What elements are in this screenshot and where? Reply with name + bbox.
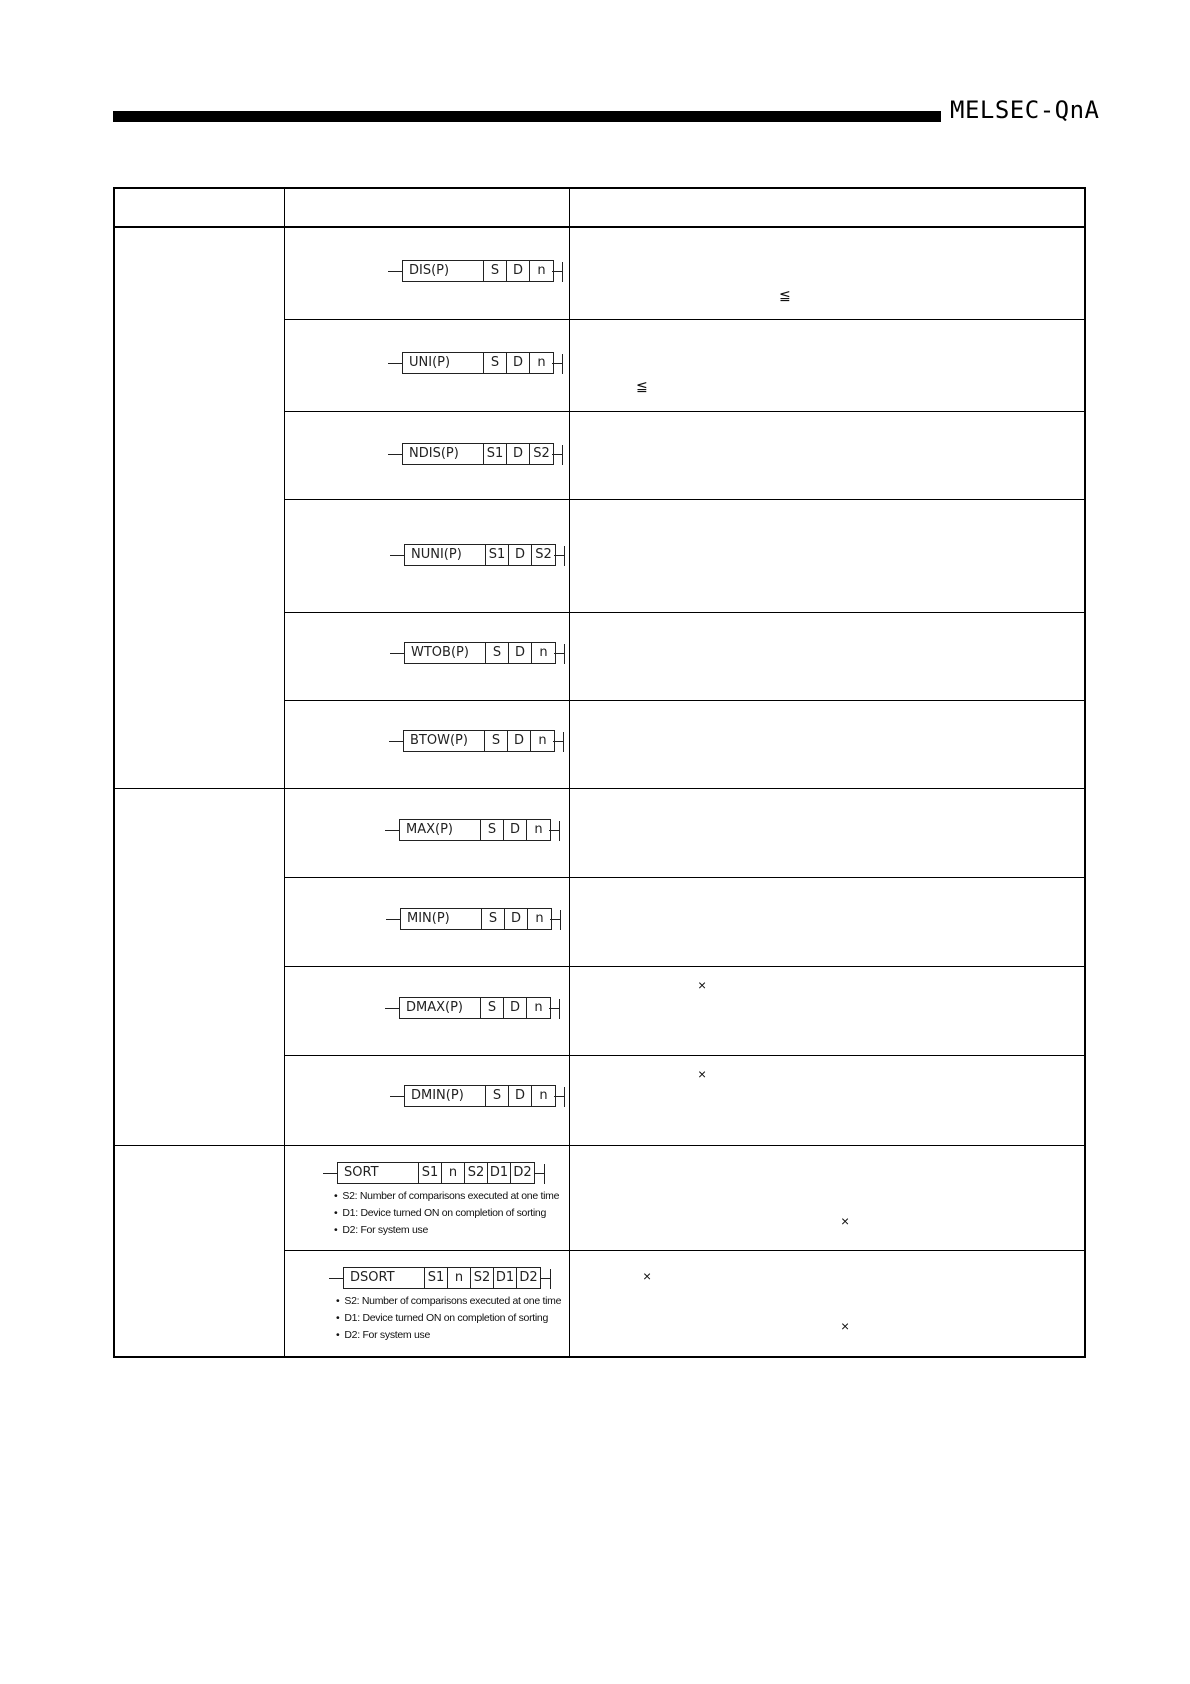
row-divider <box>284 319 1086 320</box>
operand: S2 <box>465 1163 488 1183</box>
row-divider <box>284 612 1086 613</box>
operand: S1 <box>425 1268 448 1288</box>
dsort-notes <box>336 1293 566 1344</box>
operand: D <box>507 353 530 373</box>
ladder-wtob <box>390 642 562 666</box>
operand: D2 <box>513 1165 532 1180</box>
mnemonic: DIS(P) <box>403 261 484 281</box>
row-divider <box>284 1250 1086 1251</box>
operand: n <box>539 1088 548 1103</box>
operand: S2 <box>535 547 552 562</box>
times-mark: × <box>643 1268 652 1284</box>
operand: D2 <box>519 1270 538 1285</box>
leq-mark: ≦ <box>636 378 648 394</box>
mnemonic: DMIN(P) <box>405 1086 486 1106</box>
operand: S <box>484 353 507 373</box>
ladder-ndis <box>388 443 560 467</box>
operand: S <box>486 1086 509 1106</box>
operand: S <box>481 998 504 1018</box>
operand: S2 <box>533 446 550 461</box>
header-rule <box>113 111 941 122</box>
mnemonic: NDIS(P) <box>403 444 484 464</box>
row-divider <box>284 499 1086 500</box>
times-mark: × <box>841 1213 850 1229</box>
row-divider <box>284 700 1086 701</box>
column-divider-1 <box>284 187 285 1358</box>
mnemonic: DSORT <box>344 1268 425 1288</box>
operand: n <box>534 822 543 837</box>
operand: D <box>504 998 527 1018</box>
operand: S1 <box>484 444 507 464</box>
times-mark: × <box>698 977 707 993</box>
note: • D2: For system use <box>336 1327 566 1344</box>
operand: S <box>484 261 507 281</box>
operand: D <box>507 444 530 464</box>
note: • S2: Number of comparisons executed at one time <box>336 1293 566 1310</box>
note: • D1: Device turned ON on completion of sorting <box>334 1205 566 1222</box>
column-divider-2 <box>569 187 570 1358</box>
ladder-dis <box>388 260 560 284</box>
operand: S <box>485 731 508 751</box>
ladder-sort <box>323 1162 563 1186</box>
row-divider <box>284 966 1086 967</box>
instruction-table <box>113 187 1086 1358</box>
operand: S <box>481 820 504 840</box>
operand: S <box>486 643 509 663</box>
row-divider <box>284 411 1086 412</box>
operand: n <box>448 1268 471 1288</box>
note: • D2: For system use <box>334 1222 566 1239</box>
ladder-btow <box>389 730 561 754</box>
mnemonic: MIN(P) <box>401 909 482 929</box>
operand: D <box>509 1086 532 1106</box>
ladder-uni <box>388 352 560 376</box>
operand: n <box>537 263 546 278</box>
group-divider-2 <box>113 1145 1086 1146</box>
mnemonic: UNI(P) <box>403 353 484 373</box>
operand: D1 <box>494 1268 517 1288</box>
mnemonic: MAX(P) <box>400 820 481 840</box>
operand: n <box>534 1000 543 1015</box>
mnemonic: SORT <box>338 1163 419 1183</box>
header-brand: MELSEC-QnA <box>950 96 1100 124</box>
times-mark: × <box>698 1066 707 1082</box>
ladder-dmax <box>385 997 557 1021</box>
operand: n <box>539 645 548 660</box>
operand: D1 <box>488 1163 511 1183</box>
ladder-max <box>385 819 557 843</box>
operand: S1 <box>486 545 509 565</box>
operand: n <box>538 733 547 748</box>
times-mark: × <box>841 1318 850 1334</box>
operand: D <box>508 731 531 751</box>
operand: S1 <box>419 1163 442 1183</box>
operand: S <box>482 909 505 929</box>
mnemonic: NUNI(P) <box>405 545 486 565</box>
ladder-dmin <box>390 1085 562 1109</box>
sort-notes <box>334 1188 566 1239</box>
group-divider-1 <box>113 788 1086 789</box>
ladder-nuni <box>390 544 562 568</box>
operand: n <box>537 355 546 370</box>
note: • D1: Device turned ON on completion of sorting <box>336 1310 566 1327</box>
row-divider <box>284 877 1086 878</box>
operand: D <box>504 820 527 840</box>
ladder-min <box>386 908 558 932</box>
ladder-dsort <box>329 1267 569 1291</box>
operand: D <box>505 909 528 929</box>
note: • S2: Number of comparisons executed at one time <box>334 1188 566 1205</box>
operand: D <box>507 261 530 281</box>
mnemonic: BTOW(P) <box>404 731 485 751</box>
operand: D <box>509 545 532 565</box>
table-header-divider <box>113 226 1086 228</box>
mnemonic: WTOB(P) <box>405 643 486 663</box>
row-divider <box>284 1055 1086 1056</box>
operand: S2 <box>471 1268 494 1288</box>
mnemonic: DMAX(P) <box>400 998 481 1018</box>
leq-mark: ≦ <box>779 287 791 303</box>
operand: D <box>509 643 532 663</box>
operand: n <box>535 911 544 926</box>
operand: n <box>442 1163 465 1183</box>
